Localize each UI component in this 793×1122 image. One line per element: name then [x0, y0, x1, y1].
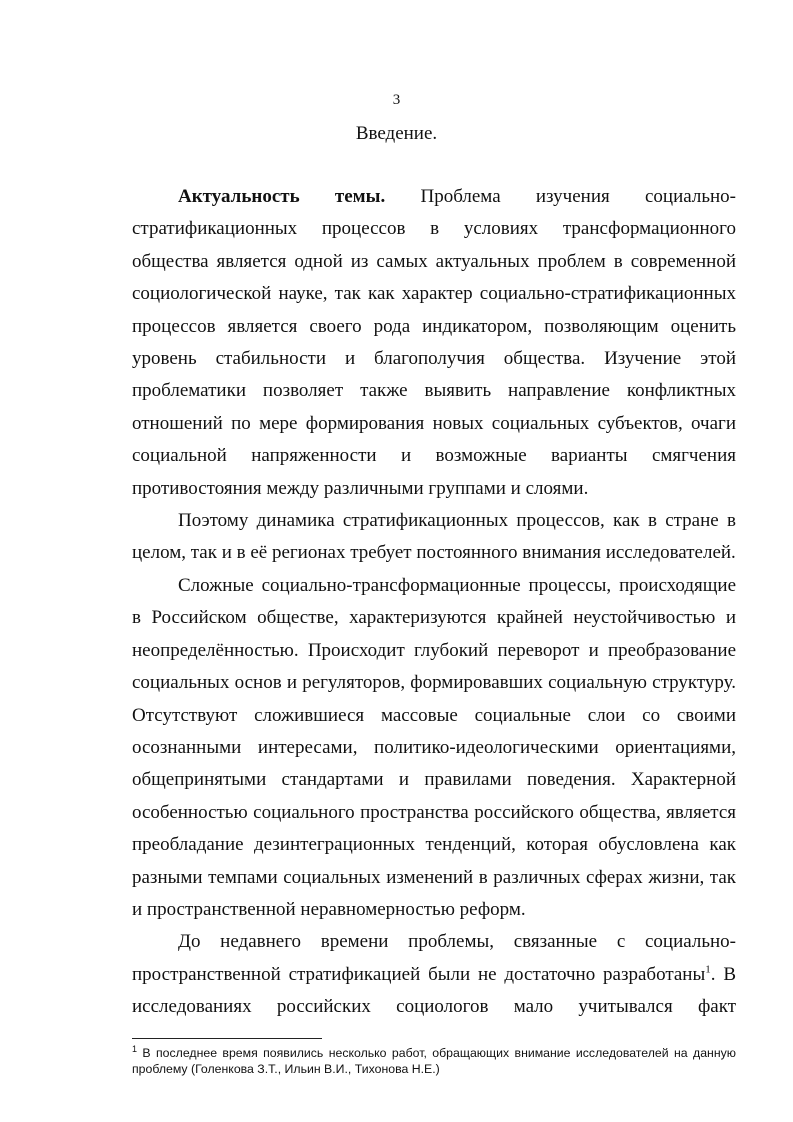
- footnote-text: В последнее время появились несколько работ, обращающих внимание исследователей на данную проблему (Голенкова З.Т., Ильин В.И., Тихонова Н.Е.): [132, 1046, 736, 1076]
- spatial-text-after: . В исследованиях российских социологов мало учитывался факт: [132, 963, 736, 1018]
- relevance-label-word2: темы.: [334, 186, 386, 207]
- footnote-marker: 1: [132, 1043, 138, 1054]
- footnote-reference: 1: [705, 963, 711, 976]
- page-number: 3: [392, 92, 401, 108]
- paragraph-dynamics: Поэтому динамика стратификационных процессов, как в стране в целом, так и в её регионах требует постоянного внимания исследователей.: [132, 510, 736, 564]
- relevance-text: Проблема изучения социально-стратификационных процессов в условиях трансформационного общества является одной из самых актуальных проблем в современной социологической науке, так как характер социально-стратификационных процессов является своего рода индикатором, позволяющим оценить уровень стабильности и благополучия общества. Изучение этой проблематики позволяет также выявить направление конфликтных отношений по мере формирования новых социальных субъектов, очаги социальной напряженности и возможные варианты смягчения противостояния между различными группами и слоями.: [132, 186, 736, 499]
- footnote-divider: [132, 1038, 322, 1039]
- paragraph-spatial-stratification: [132, 926, 736, 1023]
- paragraph-transformation: Сложные социально-трансформационные процессы, происходящие в Российском обществе, характеризуются крайней неустойчивостью и неопределённостью. Происходит глубокий переворот и преобразование социальных основ и регуляторов, формировавших социальную структуру. Отсутствуют сложившиеся массовые социальные слои со своими осознанными интересами, политико-идеологическими ориентациями, общепринятыми стандартами и правилами поведения. Характерной особенностью социального пространства российского общества, является преобладание дезинтеграционных тенденций, которая обусловлена как разными темпами социальных изменений в различных сферах жизни, так и пространственной неравномерностью реформ.: [132, 574, 736, 920]
- body-text: [132, 181, 736, 1024]
- page-title: Введение.: [355, 123, 438, 144]
- footnote: [132, 1045, 736, 1077]
- relevance-label-word1: Актуальность: [178, 186, 300, 207]
- spatial-text-before: До недавнего времени проблемы, связанные с социально-пространственной стратификацией были не достаточно разработаны: [132, 931, 736, 985]
- paragraph-relevance: [132, 181, 736, 505]
